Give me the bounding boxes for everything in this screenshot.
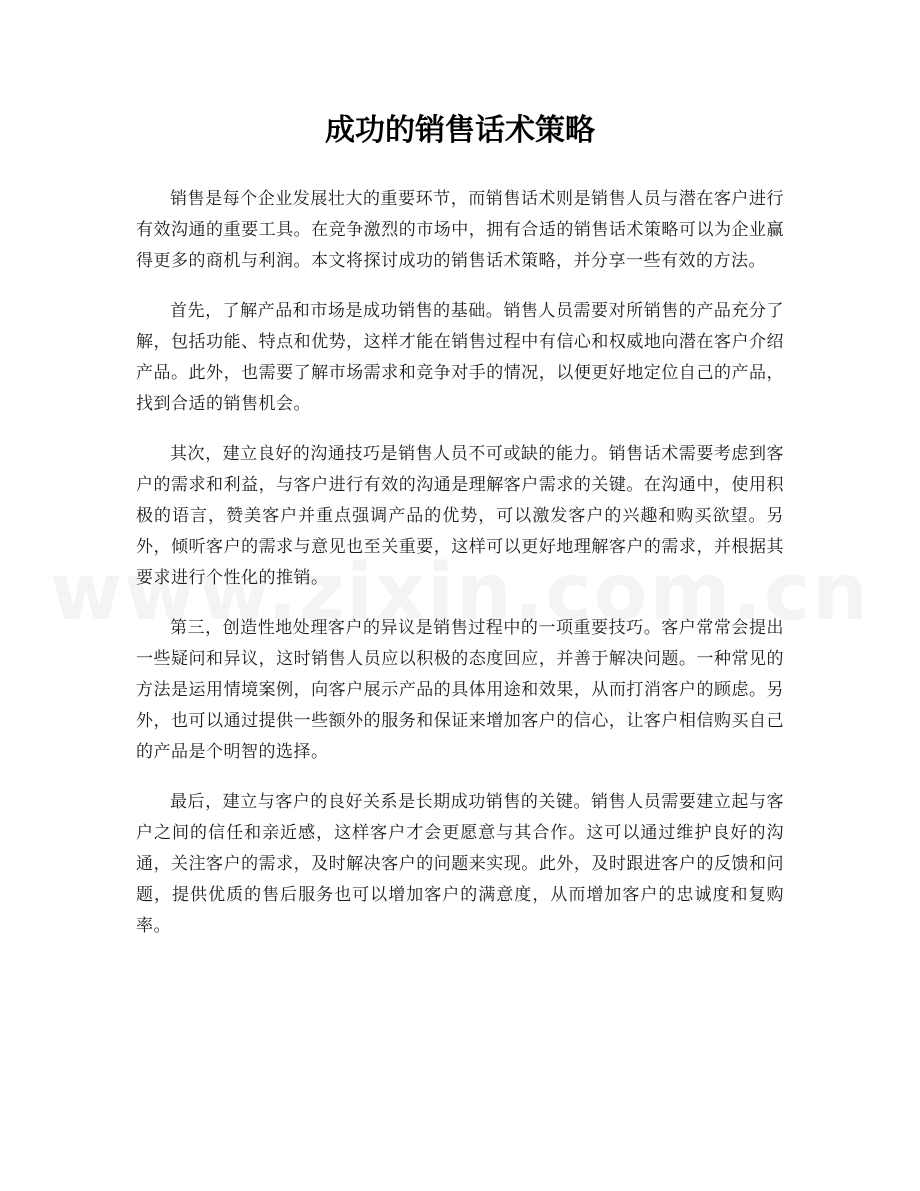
paragraph-third: 第三，创造性地处理客户的异议是销售过程中的一项重要技巧。客户常常会提出一些疑问和异议，这时销售人员应以积极的态度回应，并善于解决问题。一种常见的方法是运用情境案例，向客户展示产品的具体用途和效果，从而打消客户的顾虑。另外，也可以通过提供一些额外的服务和保证来增加客户的信心，让客户相信购买自己的产品是个明智的选择。 [136,618,784,762]
paragraph-second: 其次，建立良好的沟通技巧是销售人员不可或缺的能力。销售话术需要考虑到客户的需求和利益，与客户进行有效的沟通是理解客户需求的关键。在沟通中，使用积极的语言，赞美客户并重点强调产品的优势，可以激发客户的兴趣和购买欲望。另外，倾听客户的需求与意见也至关重要，这样可以更好地理解客户的需求，并根据其要求进行个性化的推销。 [136,444,784,588]
paragraph-intro: 销售是每个企业发展壮大的重要环节，而销售话术则是销售人员与潜在客户进行有效沟通的重要工具。在竞争激烈的市场中，拥有合适的销售话术策略可以为企业赢得更多的商机与利润。本文将探讨成功的销售话术策略，并分享一些有效的方法。 [136,189,784,271]
paragraph-first: 首先，了解产品和市场是成功销售的基础。销售人员需要对所销售的产品充分了解，包括功能、特点和优势，这样才能在销售过程中有信心和权威地向潜在客户介绍产品。此外，也需要了解市场需求和竞争对手的情况，以便更好地定位自己的产品，找到合适的销售机会。 [136,301,784,414]
document-body [136,184,784,961]
document-title: 成功的销售话术策略 [325,113,595,148]
paragraph-last: 最后，建立与客户的良好关系是长期成功销售的关键。销售人员需要建立起与客户之间的信任和亲近感，这样客户才会更愿意与其合作。这可以通过维护良好的沟通，关注客户的需求，及时解决客户的问题来实现。此外，及时跟进客户的反馈和问题，提供优质的售后服务也可以增加客户的满意度，从而增加客户的忠诚度和复购率。 [136,792,784,936]
